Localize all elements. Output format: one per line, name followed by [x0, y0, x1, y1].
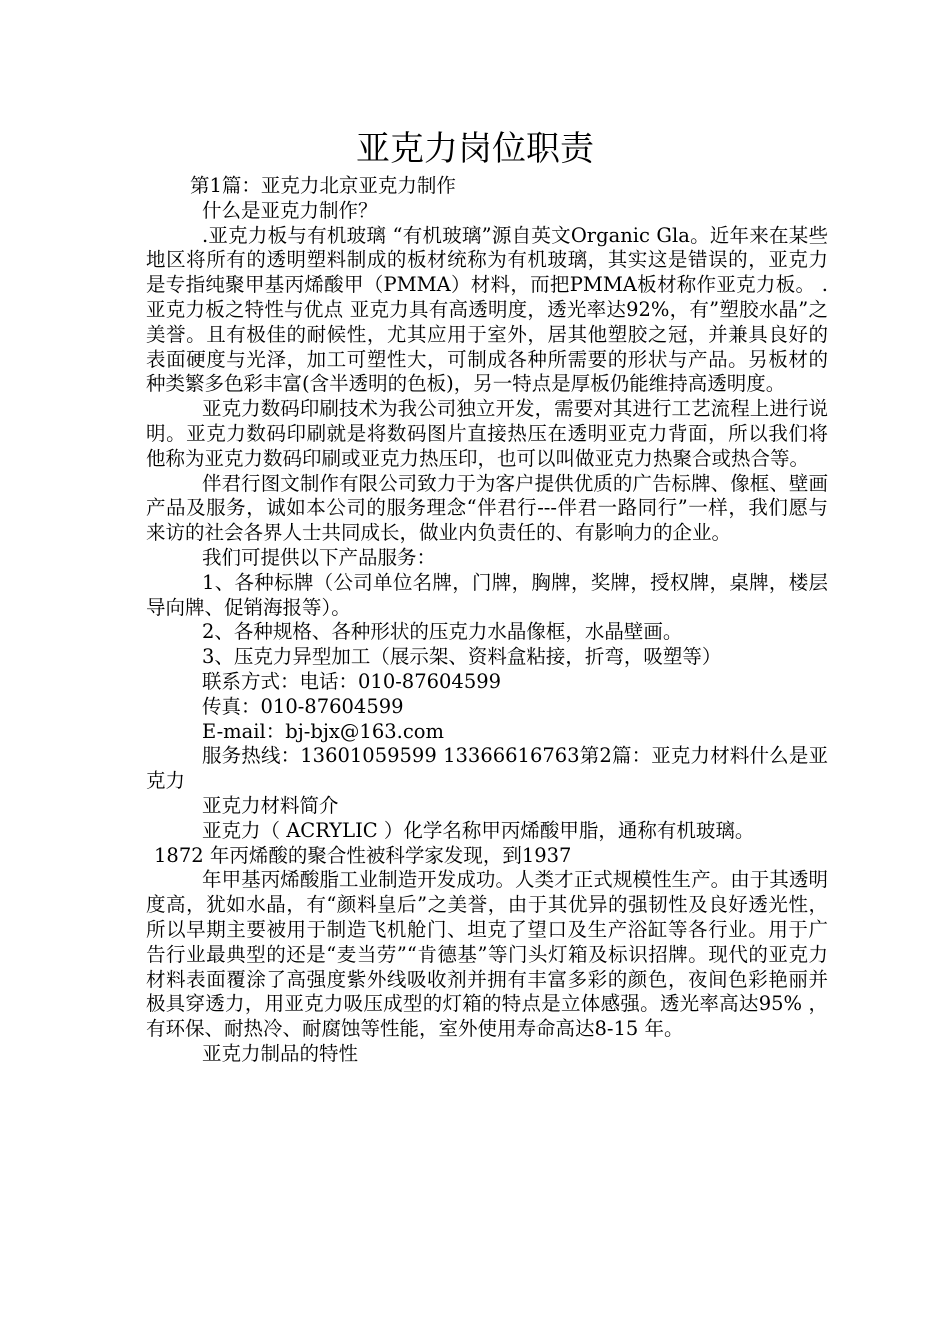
paragraph: 2、各种规格、各种形状的压克力水晶像框，水晶壁画。	[202, 620, 683, 644]
paragraph: E-mail：bj-bjx@163.com	[202, 719, 444, 743]
paragraph: 亚克力数码印刷技术为我公司独立开发，需要对其进行工艺流程上进行说明。亚克力数码印刷就是将数码图片直接热压在透明亚克力背面，所以我们将他称为亚克力数码印刷或亚克力热压印，也可以叫做亚克力热聚合或热合等。	[146, 397, 828, 470]
paragraph: 亚克力制品的特性	[202, 1041, 359, 1065]
paragraph: 什么是亚克力制作？	[202, 198, 378, 222]
document-body	[146, 174, 828, 1067]
paragraph: 年甲基丙烯酸脂工业制造开发成功。人类才正式规模性生产。由于其透明度高，犹如水晶，有“颜料皇后”之美誉，由于其优异的强韧性及良好透光性，所以早期主要被用于制造飞机舱门、坦克了望口及生产浴缸等各行业。用于广告行业最典型的还是“麦当劳”“肯德基”等门头灯箱及标识招牌。现代的亚克力材料表面覆涂了高强度紫外线吸收剂并拥有丰富多彩的颜色，夜间色彩艳丽并极具穿透力，用亚克力吸压成型的灯箱的特点是立体感强。透光率高达95% ，有环保、耐热冷、耐腐蚀等性能，室外使用寿命高达8-15 年。	[146, 868, 828, 1041]
paragraph: 第1篇：亚克力北京亚克力制作	[190, 174, 456, 197]
paragraph: 亚克力材料简介	[202, 793, 339, 817]
paragraph: 联系方式：电话：010-87604599	[202, 669, 502, 693]
paragraph: 1、各种标牌（公司单位名牌，门牌，胸牌，奖牌，授权牌，桌牌，楼层导向牌、促销海报等）。	[146, 570, 828, 619]
paragraph: 传真：010-87604599	[202, 694, 404, 718]
paragraph: 1872 年丙烯酸的聚合性被科学家发现，到1937	[154, 843, 572, 867]
paragraph: 服务热线：13601059599 13366616763第2篇：亚克力材料什么是亚克力	[146, 744, 828, 793]
paragraph: 3、压克力异型加工（展示架、资料盒粘接，折弯，吸塑等）	[202, 645, 722, 669]
paragraph: .亚克力板与有机玻璃 “有机玻璃”源自英文Organic Gla。近年来在某些地区将所有的透明塑料制成的板材统称为有机玻璃，其实这是错误的，亚克力是专指纯聚甲基丙烯酸甲（PMMA）材料，而把PMMA板材称作亚克力板。 .亚克力板之特性与优点 亚克力具有高透明度，透光率达92%，有”塑胶水晶”之美誉。且有极佳的耐候性，尤其应用于室外，居其他塑胶之冠，并兼具良好的表面硬度与光泽，加工可塑性大，可制成各种所需要的形状与产品。另板材的种类繁多色彩丰富(含半透明的色板)，另一特点是厚板仍能维持高透明度。	[146, 223, 828, 396]
paragraph: 我们可提供以下产品服务：	[202, 545, 437, 569]
paragraph: 伴君行图文制作有限公司致力于为客户提供优质的广告标牌、像框、壁画产品及服务，诚如本公司的服务理念“伴君行---伴君一路同行”一样，我们愿与来访的社会各界人士共同成长，做业内负责任的、有影响力的企业。	[146, 471, 828, 545]
paragraph: 亚克力（ ACRYLIC ）化学名称甲丙烯酸甲脂，通称有机玻璃。	[202, 818, 755, 842]
document-title: 亚克力岗位职责	[356, 129, 594, 169]
